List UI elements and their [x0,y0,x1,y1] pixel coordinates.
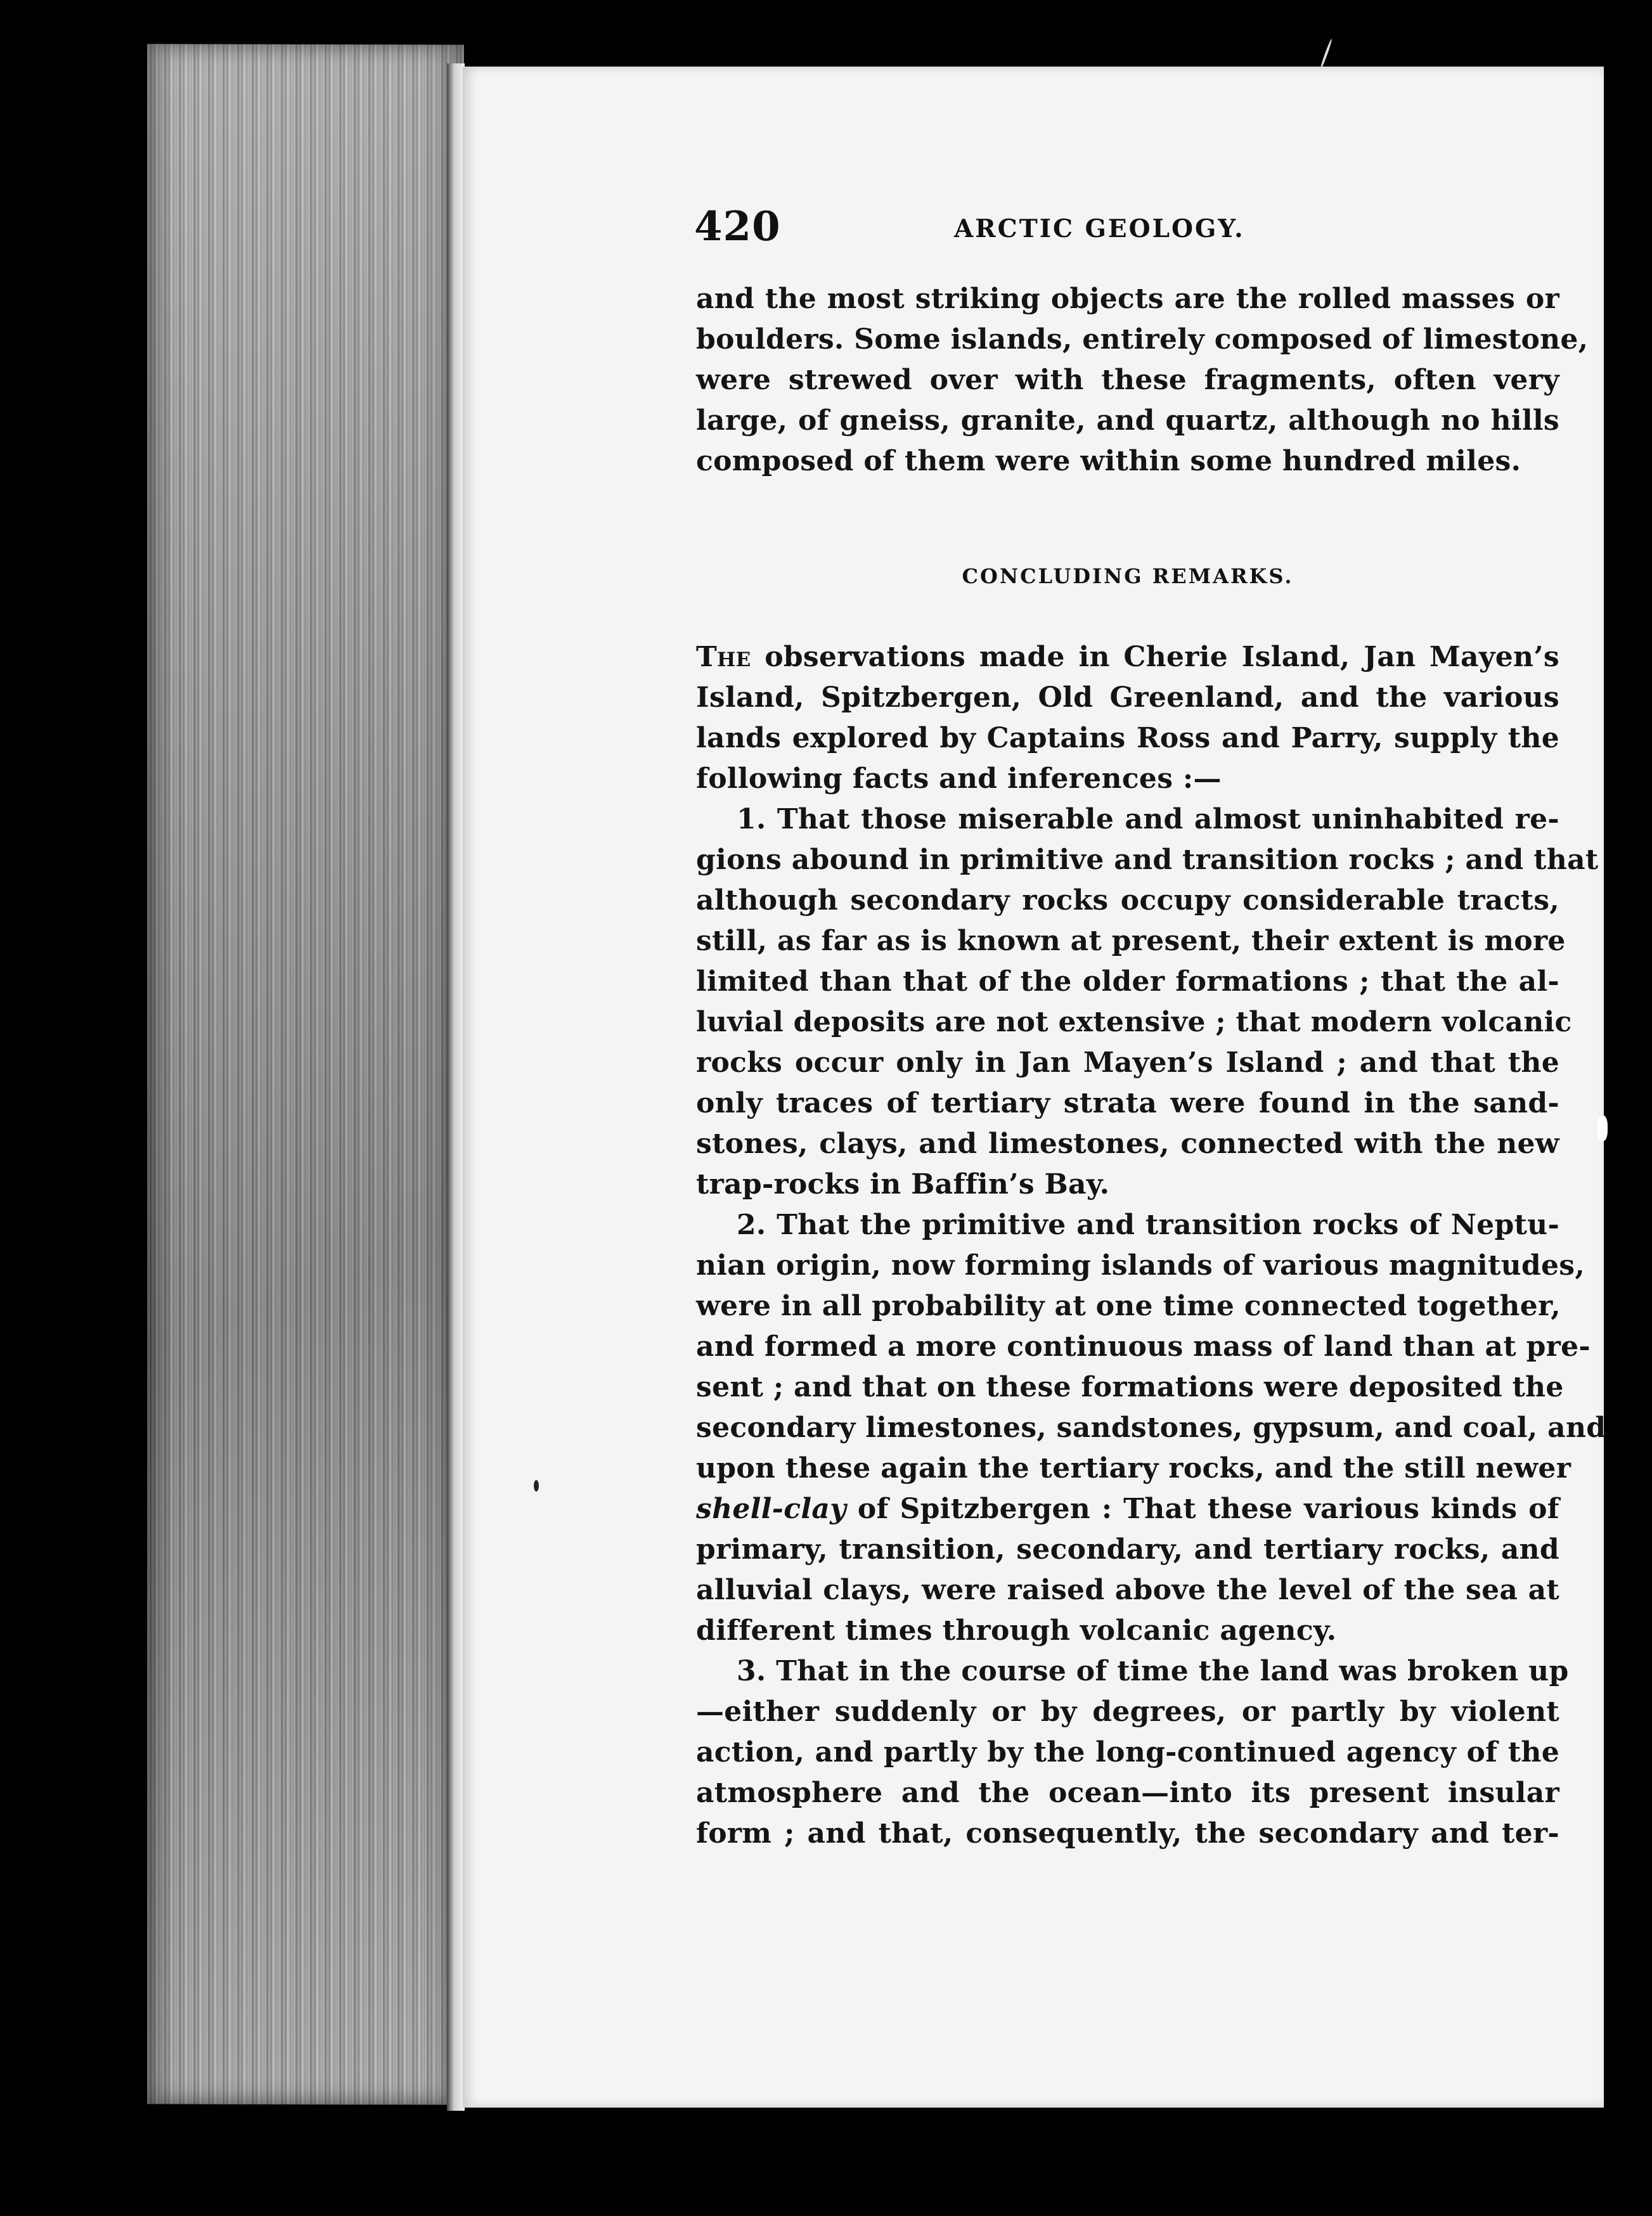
text-line: alluvial clays, were raised above the level of the sea at [696,1574,1559,1606]
scan-speck [1320,39,1333,69]
text-line: were strewed over with these fragments, often very [696,364,1559,396]
book-page-edges [147,44,464,2104]
body-text [696,637,1606,1854]
text-line: lands explored by Captains Ross and Parry, supply the [696,722,1559,754]
book-gutter [447,63,465,2111]
text-line: action, and partly by the long-continued agency of the [696,1736,1559,1768]
text-line: upon these again the tertiary rocks, and the still newer [696,1452,1571,1485]
text-line: limited than that of the older formations ; that the al- [696,965,1559,998]
text-line: nian origin, now forming islands of various magnitudes, [696,1249,1585,1282]
intro-paragraph [696,279,1589,482]
text-line: were in all probability at one time connected together, [696,1290,1561,1322]
text-line: luvial deposits are not extensive ; that modern volcanic [696,1006,1572,1038]
page-header [694,203,1328,254]
text-line: form ; and that, consequently, the secondary and ter- [696,1817,1559,1850]
text-line: still, as far as is known at present, their extent is more [696,925,1566,957]
text-line: The observations made in Cherie Island, Jan Mayen’s [696,641,1559,673]
text-line: shell-clay of Spitzbergen : That these various kinds of [696,1493,1559,1525]
running-head: ARCTIC GEOLOGY. [954,214,1245,243]
text-line: sent ; and that on these formations were deposited the [696,1371,1564,1403]
scan-speck [1597,1116,1608,1141]
scan-speck [534,1480,539,1491]
text-line: only traces of tertiary strata were found in the sand- [696,1087,1559,1119]
text-line: stones, clays, and limestones, connected with the new [696,1128,1559,1160]
text-line: rocks occur only in Jan Mayen’s Island ; and that the [696,1047,1559,1079]
text-line: secondary limestones, sandstones, gypsum, and coal, and [696,1412,1606,1444]
text-line: 1. That those miserable and almost uninhabited re- [737,803,1559,835]
text-line: Island, Spitzbergen, Old Greenland, and the various [696,681,1559,714]
text-line: composed of them were within some hundred miles. [696,445,1521,477]
text-line: primary, transition, secondary, and tertiary rocks, and [696,1533,1559,1566]
section-heading: CONCLUDING REMARKS. [962,564,1294,588]
italic-term: shell-clay [696,1493,847,1525]
text-line: different times through volcanic agency. [696,1614,1337,1647]
text-line: and the most striking objects are the rolled masses or [696,283,1559,315]
text-line: atmosphere and the ocean—into its present insular [696,1777,1559,1809]
text-line: 3. That in the course of time the land was broken up [737,1655,1569,1687]
drop-word: The [696,641,751,673]
page-number: 420 [694,203,781,250]
text-line: large, of gneiss, granite, and quartz, although no hills [696,404,1559,437]
text-line: and formed a more continuous mass of land than at pre- [696,1330,1591,1363]
text-line: although secondary rocks occupy considerable tracts, [696,884,1559,917]
text-line: 2. That the primitive and transition rocks of Neptu- [737,1209,1559,1241]
text-line: boulders. Some islands, entirely composed of limestone, [696,323,1589,356]
text-line: gions abound in primitive and transition rocks ; and that [696,844,1599,876]
text-line: trap-rocks in Baffin’s Bay. [696,1168,1110,1201]
text-line: —either suddenly or by degrees, or partly by violent [696,1696,1559,1728]
text-line: following facts and inferences :— [696,763,1222,795]
